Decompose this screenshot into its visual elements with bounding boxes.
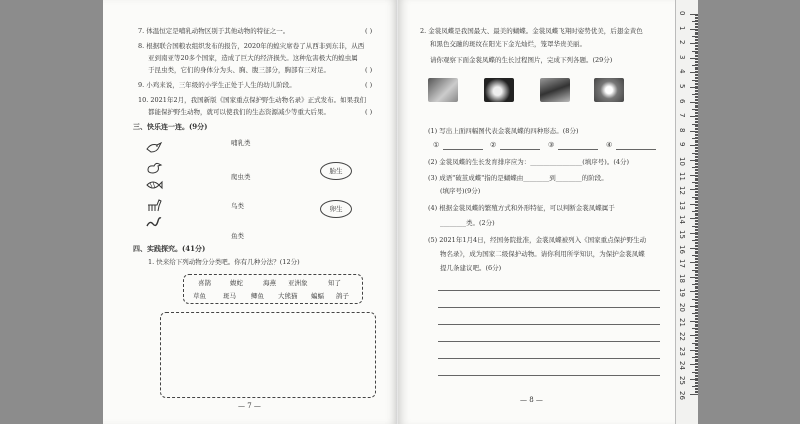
ruler-number: 12 [678, 186, 686, 196]
word-item: 海燕 [263, 279, 276, 287]
ruler-number: 4 [678, 69, 686, 74]
sub5-line1: (5) 2021年1月4日，经国务院批准，金裳凤蝶被列入《国家重点保护野生动 [428, 236, 647, 244]
answer-line-2[interactable] [500, 149, 540, 150]
duck-icon [145, 160, 163, 176]
answer-label-2: ② [490, 141, 497, 149]
sub2-text: (2) 金裳凤蝶的生长发育排序应为：________________(填序号)。(4分) [428, 158, 630, 166]
sub4-line2: ________类。(2分) [440, 219, 495, 227]
section-3-title: 三、快乐连一连。(9分) [133, 122, 208, 131]
class-mammal: 哺乳类 [231, 139, 251, 147]
class-bird: 鸟类 [231, 202, 244, 210]
answer-label-3: ③ [548, 141, 555, 149]
writing-line[interactable] [438, 324, 660, 325]
word-item: 亚洲象 [288, 279, 308, 287]
q7-bracket[interactable]: ( ) [365, 27, 373, 35]
q8-line1: 8. 根据联合国粮农组织发布的报告，2020年的蝗灾席卷了从西非到东非，从西 [138, 42, 365, 50]
ruler-number: 0 [678, 11, 686, 16]
page-number-left: — 7 — [238, 402, 261, 410]
answer-line-3[interactable] [558, 149, 598, 150]
q9-bracket[interactable]: ( ) [365, 81, 373, 89]
q8-line3: 于昆虫类，它们的身体分为头、胸、腹三部分，胸部有三对足。 [148, 66, 330, 74]
ruler-number: 19 [678, 288, 686, 298]
q2-line1: 2. 金裳凤蝶是我国最大、最美的蝴蝶。金裳凤蝶飞翔时姿势优美，后翅金黄色 [420, 27, 643, 35]
ruler-number: 15 [678, 230, 686, 239]
photo-egg [594, 78, 624, 102]
deer-icon [145, 196, 163, 212]
bird-icon [145, 140, 163, 156]
sub1-text: (1) 写出上面四幅图代表金裳凤蝶的四种形态。(8分) [428, 127, 579, 135]
q10-bracket[interactable]: ( ) [365, 108, 373, 116]
writing-line[interactable] [438, 307, 660, 308]
word-item: 鸽子 [336, 292, 349, 300]
snake-icon [145, 214, 163, 230]
word-item: 知了 [328, 279, 341, 287]
ruler-number: 7 [678, 113, 686, 118]
ruler-number: 23 [678, 346, 686, 356]
ruler-tick [690, 394, 698, 395]
writing-line[interactable] [438, 341, 660, 342]
ruler-number: 13 [678, 200, 686, 210]
ruler-number: 24 [678, 361, 686, 371]
q2-line2: 和黑色交融的斑纹在阳光下金光灿烂，笼罩华贵美丽。 [430, 40, 586, 48]
left-page [103, 0, 398, 424]
word-item: 鲫鱼 [251, 292, 264, 300]
ruler-number: 20 [678, 303, 686, 312]
ruler-number: 10 [678, 157, 686, 166]
q10-line2: 都能保护野生动物，就可以使我们的生态资源减少等重大后果。 [148, 108, 330, 116]
sub3-line2: (填序号)(9分) [440, 187, 481, 195]
ruler-number: 5 [678, 84, 686, 89]
ruler-number: 17 [678, 259, 686, 269]
word-item: 蝙蝠 [311, 292, 324, 300]
sub5-line3: 提几条建议吧。(6分) [440, 264, 502, 272]
photo-adult [540, 78, 570, 102]
oval-oviparous[interactable]: 卵生 [320, 200, 352, 218]
sub4-line1: (4) 根据金裳凤蝶的繁殖方式和外形特征，可以判断金裳凤蝶属于 [428, 204, 615, 212]
photo-pupa [484, 78, 514, 102]
q10-line1: 10. 2021年2月，我国新版《国家重点保护野生动物名录》正式发布。如果我们 [138, 96, 367, 104]
word-item: 喜鹊 [198, 279, 211, 287]
q4-1-text: 1. 快来给下列动物分分类吧。你有几种分法？(12分) [148, 258, 300, 266]
class-reptile: 爬虫类 [231, 173, 251, 181]
sub3-line1: (3) 成语"破茧成蝶"指的是蝴蝶由________到________的阶段。 [428, 174, 608, 182]
q9-text: 9. 小鸡来说，三年级的小学生正处于人生的幼儿阶段。 [138, 81, 296, 89]
class-fish: 鱼类 [231, 232, 244, 240]
ruler-number: 26 [678, 390, 686, 400]
page-number-right: — 8 — [520, 396, 543, 404]
answer-line-4[interactable] [616, 149, 656, 150]
answer-line-1[interactable] [443, 149, 483, 150]
ruler-number: 16 [678, 244, 686, 254]
word-item: 大熊猫 [278, 292, 298, 300]
photo-larva [428, 78, 458, 102]
answer-box[interactable] [160, 312, 376, 398]
ruler-number: 8 [678, 127, 686, 133]
word-item: 草鱼 [193, 292, 206, 300]
word-item: 蝮蛇 [230, 279, 243, 287]
answer-label-4: ④ [606, 141, 613, 149]
section-4-title: 四、实践探究。(41分) [133, 244, 206, 253]
ruler-number: 22 [678, 332, 686, 342]
ruler-number: 6 [678, 98, 686, 104]
oval-viviparous[interactable]: 胎生 [320, 162, 352, 180]
ruler-number: 25 [678, 376, 686, 385]
ruler-number: 2 [678, 40, 686, 45]
fish-icon [145, 177, 163, 193]
q8-line2: 亚到南亚等20多个国家，造成了巨大的经济损失。这种危害极大的蝗虫属 [148, 54, 358, 62]
ruler-number: 21 [678, 317, 686, 327]
ruler-number: 9 [678, 142, 686, 147]
ruler-number: 1 [678, 25, 686, 31]
word-item: 斑马 [223, 292, 236, 300]
answer-label-1: ① [433, 141, 440, 149]
q2-line3: 请你观察下面金裳凤蝶的生长过程图片，完成下列各题。(29分) [430, 56, 613, 64]
sub5-line2: 物名录》，成为国家二级保护动物。请你利用所学知识，为保护金裳凤蝶 [440, 250, 645, 258]
right-page [398, 0, 675, 424]
writing-line[interactable] [438, 290, 660, 291]
ruler [675, 0, 698, 424]
ruler-number: 11 [678, 171, 686, 181]
q7-text: 7. 体温恒定是哺乳动物区别于其他动物的特征之一。 [138, 27, 290, 35]
ruler-number: 14 [678, 215, 686, 225]
writing-line[interactable] [438, 358, 660, 359]
ruler-number: 3 [678, 54, 686, 60]
ruler-number: 18 [678, 273, 686, 283]
q8-bracket[interactable]: ( ) [365, 66, 373, 74]
writing-line[interactable] [438, 375, 660, 376]
